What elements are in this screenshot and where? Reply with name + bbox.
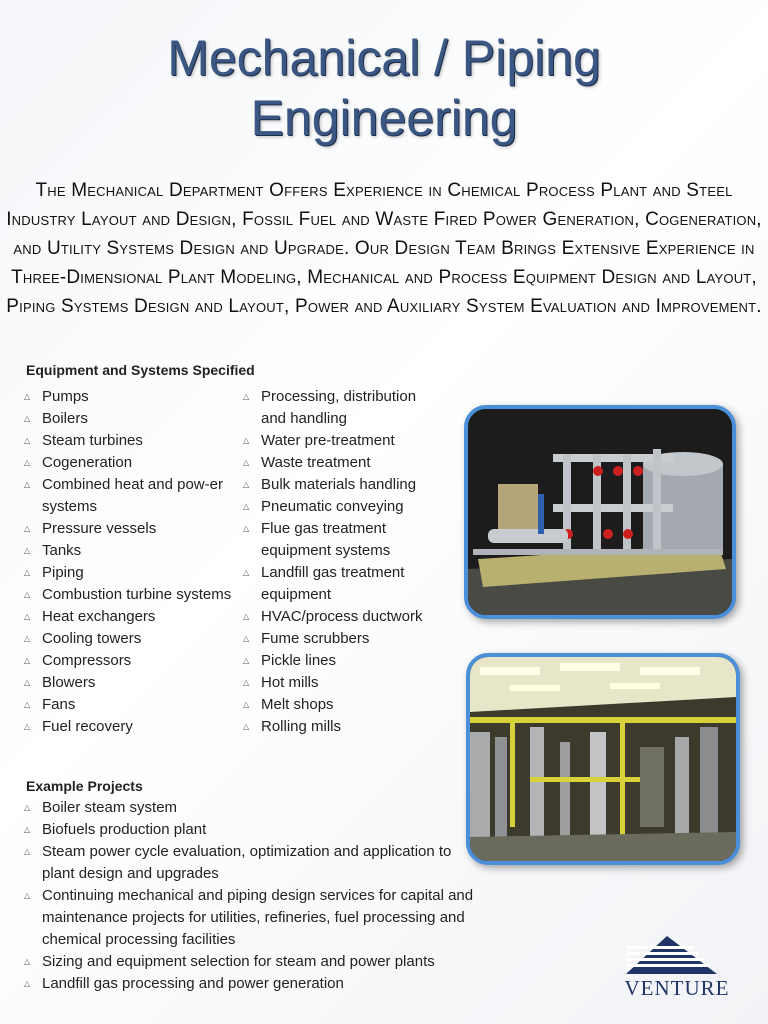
triangle-bullet-icon: △: [24, 656, 31, 665]
triangle-bullet-icon: △: [24, 568, 31, 577]
list-item-text: HVAC/process ductwork: [261, 608, 423, 625]
list-item: [24, 797, 474, 819]
triangle-bullet-icon: △: [24, 480, 31, 489]
list-item-text: Pneumatic conveying: [261, 498, 404, 515]
equipment-skid-photo: [464, 405, 736, 619]
intro-paragraph: The Mechanical Department Offers Experience in Chemical Process Plant and Steel Industry Layout and Design, Fossil Fuel and Waste Fired Power Generation, Cogeneration, and Utility Systems Design and Upgrade. Our Design Team Brings Extensive Experience in Three-Dimensional Plant Modeling, Mechanical and Process Equipment Design and Layout, Piping Systems Design and Layout, Power and Auxiliary System Evaluation and Improvement.: [6, 180, 762, 317]
list-item-text: Flue gas treatment equipment systems: [261, 520, 391, 559]
list-item: [24, 628, 234, 650]
list-item-text: Water pre-treatment: [261, 432, 395, 449]
list-item-text: Cogeneration: [42, 454, 133, 471]
triangle-bullet-icon: △: [24, 414, 31, 423]
list-item: [24, 386, 234, 408]
list-item: [24, 951, 474, 973]
list-item: [243, 518, 443, 562]
list-item-text: Rolling mills: [261, 718, 342, 735]
list-item-text: Processing, distribution and handling: [261, 388, 417, 427]
title-line-2: Engineering: [250, 90, 518, 146]
list-item: [24, 452, 234, 474]
triangle-bullet-icon: △: [243, 458, 250, 467]
list-item-text: Fume scrubbers: [261, 630, 370, 647]
equipment-heading: Equipment and Systems Specified: [26, 362, 255, 378]
list-item: [243, 474, 443, 496]
triangle-bullet-icon: △: [24, 979, 31, 988]
list-item-text: Sizing and equipment selection for steam and power plants: [42, 953, 435, 970]
triangle-bullet-icon: △: [24, 678, 31, 687]
triangle-bullet-icon: △: [24, 891, 31, 900]
list-item-text: Compressors: [42, 652, 132, 669]
list-item: [243, 628, 443, 650]
list-item: [24, 841, 474, 885]
triangle-bullet-icon: △: [243, 678, 250, 687]
list-item: [24, 973, 474, 995]
triangle-bullet-icon: △: [243, 612, 250, 621]
list-item: [24, 430, 234, 452]
list-item: [24, 650, 234, 672]
triangle-bullet-icon: △: [243, 634, 250, 643]
triangle-bullet-icon: △: [24, 612, 31, 621]
triangle-bullet-icon: △: [243, 656, 250, 665]
triangle-bullet-icon: △: [243, 480, 250, 489]
list-item-text: Boilers: [42, 410, 88, 427]
list-item: [24, 606, 234, 628]
list-item: [24, 819, 474, 841]
plant-interior-photo: [466, 653, 740, 865]
list-item-text: Blowers: [42, 674, 96, 691]
list-item-text: Landfill gas treatment equipment: [261, 564, 405, 603]
list-item-text: Hot mills: [261, 674, 319, 691]
projects-list: [24, 797, 474, 995]
equipment-list-left: [24, 386, 234, 738]
triangle-bullet-icon: △: [243, 502, 250, 511]
page-title: [0, 28, 768, 148]
title-line-1: Mechanical / Piping: [167, 30, 601, 86]
list-item-text: Cooling towers: [42, 630, 142, 647]
triangle-bullet-icon: △: [24, 392, 31, 401]
triangle-bullet-icon: △: [243, 436, 250, 445]
list-item-text: Boiler steam system: [42, 799, 178, 816]
list-item-text: Pumps: [42, 388, 89, 405]
list-item-text: Bulk materials handling: [261, 476, 417, 493]
triangle-bullet-icon: △: [243, 524, 250, 533]
list-item-text: Combined heat and pow-er systems: [42, 476, 223, 515]
list-item: [243, 694, 443, 716]
list-item-text: Biofuels production plant: [42, 821, 207, 838]
list-item: [24, 716, 234, 738]
list-item-text: Continuing mechanical and piping design services for capital and maintenance projects for utilities, refineries, fuel processing and chemical processing facilities: [42, 887, 474, 948]
triangle-bullet-icon: △: [24, 458, 31, 467]
list-item-text: Piping: [42, 564, 84, 581]
list-item: [24, 885, 474, 951]
triangle-bullet-icon: △: [24, 847, 31, 856]
list-item-text: Landfill gas processing and power generation: [42, 975, 344, 992]
triangle-bullet-icon: △: [24, 803, 31, 812]
list-item: [24, 584, 234, 606]
triangle-bullet-icon: △: [24, 590, 31, 599]
list-item-text: Steam power cycle evaluation, optimization and application to plant design and upgrades: [42, 843, 452, 882]
list-item: [243, 716, 443, 738]
triangle-bullet-icon: △: [24, 957, 31, 966]
triangle-bullet-icon: △: [24, 524, 31, 533]
list-item-text: Fuel recovery: [42, 718, 133, 735]
list-item: [24, 408, 234, 430]
list-item: [24, 474, 234, 518]
list-item-text: Steam turbines: [42, 432, 143, 449]
triangle-bullet-icon: △: [243, 568, 250, 577]
list-item: [243, 672, 443, 694]
list-item-text: Heat exchangers: [42, 608, 156, 625]
list-item: [24, 540, 234, 562]
list-item: [24, 672, 234, 694]
list-item: [24, 694, 234, 716]
triangle-bullet-icon: △: [24, 722, 31, 731]
triangle-bullet-icon: △: [243, 722, 250, 731]
list-item-text: Tanks: [42, 542, 82, 559]
list-item-text: Combustion turbine systems: [42, 586, 232, 603]
list-item: [243, 386, 443, 430]
list-item: [243, 606, 443, 628]
list-item-text: Fans: [42, 696, 76, 713]
list-item: [24, 518, 234, 540]
list-item-text: Waste treatment: [261, 454, 371, 471]
triangle-bullet-icon: △: [24, 825, 31, 834]
venture-logo-text: VENTURE: [624, 976, 730, 1000]
list-item: [243, 650, 443, 672]
triangle-bullet-icon: △: [24, 436, 31, 445]
list-item: [243, 452, 443, 474]
list-item-text: Melt shops: [261, 696, 334, 713]
triangle-bullet-icon: △: [24, 700, 31, 709]
list-item: [243, 430, 443, 452]
triangle-bullet-icon: △: [24, 634, 31, 643]
projects-heading: Example Projects: [26, 778, 143, 794]
triangle-bullet-icon: △: [24, 546, 31, 555]
list-item: [24, 562, 234, 584]
triangle-bullet-icon: △: [243, 392, 250, 401]
list-item: [243, 562, 443, 606]
list-item-text: Pressure vessels: [42, 520, 157, 537]
list-item: [243, 496, 443, 518]
triangle-bullet-icon: △: [243, 700, 250, 709]
list-item-text: Pickle lines: [261, 652, 337, 669]
equipment-list-right: [243, 386, 443, 738]
